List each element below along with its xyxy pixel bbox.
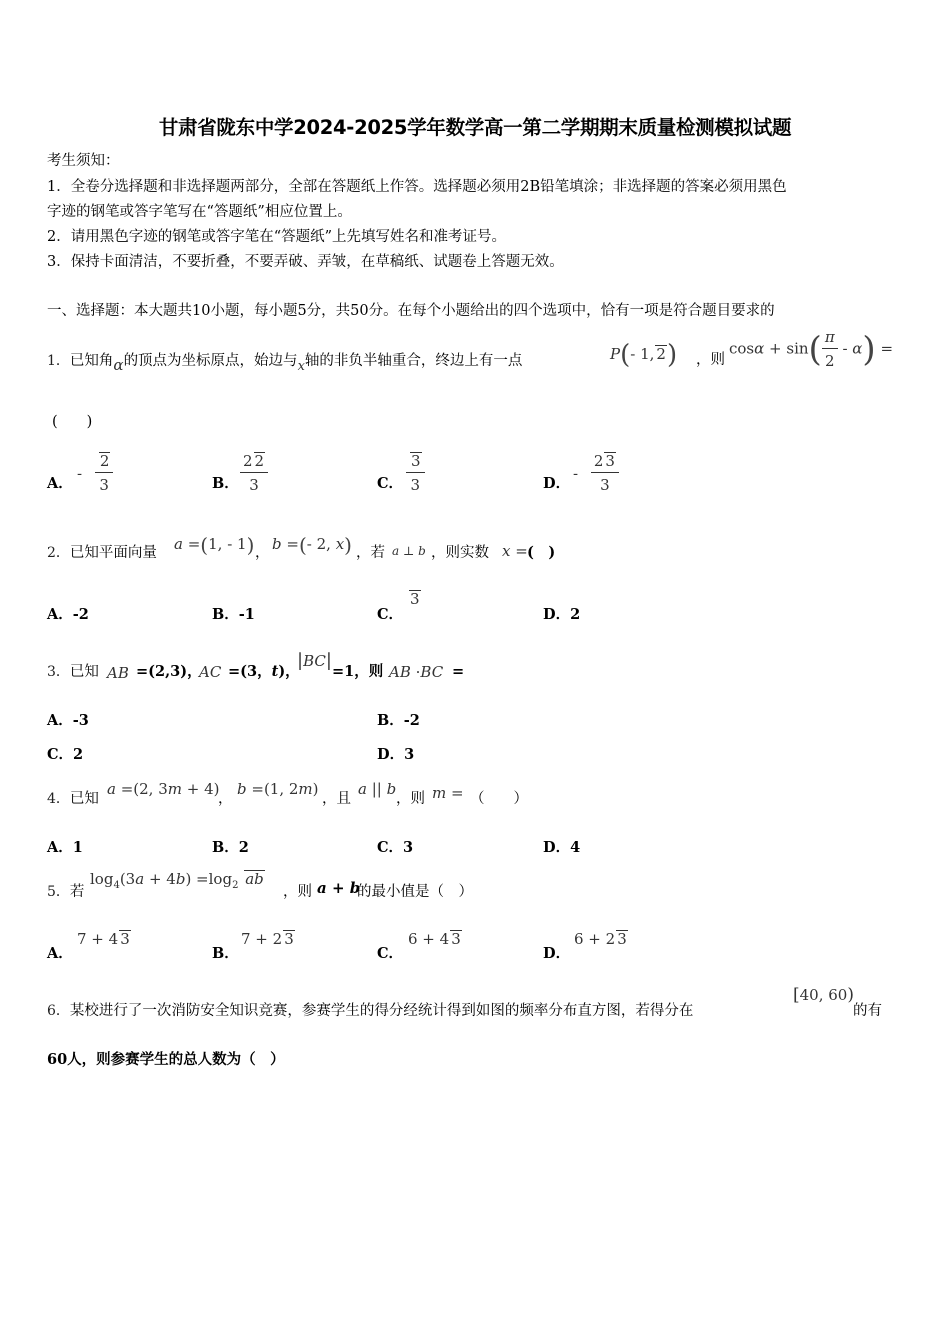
math-vector-a: a =(2, 3m + 4) bbox=[107, 780, 220, 798]
q2-text: ，若 bbox=[356, 545, 385, 561]
question-number: 2． bbox=[47, 545, 70, 561]
notice-item-3: 3．保持卡面清洁，不要折叠，不要弄破、弄皱，在草稿纸、试题卷上答题无效。 bbox=[47, 254, 564, 270]
q3-text: 已知 bbox=[69, 664, 99, 680]
option-b[interactable]: B． bbox=[212, 475, 239, 492]
math-abs-bc: |BC| bbox=[297, 650, 332, 671]
option-d[interactable]: D．4 bbox=[543, 839, 581, 856]
q6-text: 某校进行了一次消防安全知识竞赛，参赛学生的得分经统计得到如图的频率分布直方图，若得分在 bbox=[69, 1003, 694, 1019]
option-b[interactable]: B．-2 bbox=[377, 712, 420, 729]
option-c-value: 6 + 4 3 bbox=[408, 930, 461, 948]
math-perp: a ⊥ b bbox=[392, 544, 426, 558]
option-c-value: 3 bbox=[410, 590, 420, 608]
option-b-value: $\frac{2 2}{3}$ bbox=[240, 450, 268, 497]
q5-text: 的最小值是（ ） bbox=[357, 884, 473, 900]
option-c[interactable]: C．2 bbox=[47, 746, 84, 763]
answer-paren: ( ) bbox=[52, 414, 93, 430]
math-a-plus-b: a + b bbox=[317, 879, 361, 897]
math-vector-a: a =(1, - 1) bbox=[174, 533, 255, 557]
answer-paren: ( ) bbox=[527, 544, 556, 561]
q5-text: ，则 bbox=[283, 884, 312, 900]
option-b[interactable]: B． bbox=[212, 945, 239, 962]
option-c[interactable]: C．3 bbox=[377, 839, 414, 856]
notice-item-1-cont: 字迹的钢笔或答字笔写在“答题纸”相应位置上。 bbox=[47, 204, 352, 220]
option-b[interactable]: B．2 bbox=[212, 839, 249, 856]
option-b-value: 7 + 2 3 bbox=[241, 930, 294, 948]
notice-item-1: 1．全卷分选择题和非选择题两部分，全部在答题纸上作答。选择题必须用2B铅笔填涂；非选择题的答案必须用黑色 bbox=[47, 179, 787, 195]
q3-text: )， bbox=[278, 663, 300, 680]
q3-text: =(3， bbox=[228, 663, 272, 680]
option-a-value: 7 + 4 3 bbox=[77, 930, 130, 948]
math-dot-product: AB ·BC bbox=[389, 663, 444, 681]
math-expression: cosα + sin( $\frac{\pi}{2}$ - α) = bbox=[729, 328, 894, 370]
option-d[interactable]: D．3 bbox=[377, 746, 415, 763]
exam-page: 甘肃省陇东中学2024-2025学年数学高一第二学期期末质量检测模拟试题 考生须知： 1．全卷分选择题和非选择题两部分，全部在答题纸上作答。选择题必须用2B铅笔填涂；非选择题的答案必须用黑色 字迹的钢笔或答字笔写在“答题纸”相应位置上。 2．请用黑色字迹的钢笔或答字笔在“答题纸”上先填写姓名和准考证号。 3．保持卡面清洁，不要折叠，不要弄破、弄皱，在草稿纸、试题卷上答题无效。 一、选择题：本大题共10小题，每小题5分，共50分。在每个小题给出的四个选项中，恰有一项是符合题目要求的 1．已知角α的顶点为坐标原点，始边与x轴的非负半轴重合，终边上有一点 P(- 1, 2) ，则 cosα + sin( $\frac{\pi}{2}$ - α) = ( ) A． - $\frac{2}{3}$ B． $\frac{2 2}{3}$ C． $\frac{3}{3}$ D． - $\frac{2 3}{3}$ 2．已知平面向量 a =(1, - 1) ， b =(- 2, x) ，若 a ⊥ b ，则实数 x = ( ) A．-2 B．-1 C． 3 D．2 3．已知 AB =(2,3)， AC =(3，t)， |BC| =1，则 AB ·BC = A．-3 B．-2 C．2 D．3 4．已知 a =(2, 3m + 4) ， b =(1, 2m) ，且 a || b ，则 m = （ ） A．1 B．2 C．3 D．4 5．若 $\log_4(3a + 4b) =\log_2$ ab ，则 a + b 的最小值是（ ） A． 7 + 4 3 B． 7 + 2 3 C． 6 + 4 3 D． 6 + 2 3 6．某校进行了一次消防安全知识竞赛，参赛学生的得分经统计得到如图的频率分布直方图，若得分在 [40, 60) 的有 60人，则参赛学生的总人数为（ ） bbox=[0, 0, 950, 1344]
option-d-value: 6 + 2 3 bbox=[574, 930, 627, 948]
option-b[interactable]: B．-1 bbox=[212, 606, 255, 623]
notice-heading: 考生须知： bbox=[47, 153, 120, 169]
q4-text: 已知 bbox=[69, 791, 99, 807]
math-vector-ac: AC bbox=[199, 663, 222, 681]
q2-text: ，则实数 bbox=[431, 545, 489, 561]
q3-text: =(2,3)， bbox=[136, 663, 202, 680]
q6-text: 60人，则参赛学生的总人数为（ ） bbox=[47, 1051, 285, 1068]
math-alpha: α bbox=[113, 356, 124, 374]
question-number: 5． bbox=[47, 884, 70, 900]
option-d[interactable]: D．2 bbox=[543, 606, 581, 623]
math-interval: [40, 60) bbox=[793, 985, 854, 1005]
math-vector-b: b =(- 2, x) bbox=[272, 533, 352, 557]
question-number: 6． bbox=[47, 1003, 70, 1019]
question-6 bbox=[47, 1001, 693, 1021]
q5-text: 若 bbox=[69, 884, 85, 900]
q6-text: 的有 bbox=[853, 1003, 882, 1019]
math-m-eq: m = bbox=[432, 784, 464, 802]
math-x-eq: x = bbox=[502, 542, 528, 560]
q4-text: ，且 bbox=[322, 791, 351, 807]
option-c-value: $\frac{3}{3}$ bbox=[406, 450, 425, 497]
page-title: 甘肃省陇东中学2024-2025学年数学高一第二学期期末质量检测模拟试题 bbox=[158, 116, 792, 139]
math-parallel: a || b bbox=[358, 780, 397, 798]
q1-text: 轴的非负半轴重合，终边上有一点 bbox=[304, 353, 523, 369]
q1-then: ，则 bbox=[696, 352, 725, 368]
q1-text: 已知角 bbox=[69, 353, 114, 369]
math-vector-b: b =(1, 2m) bbox=[237, 780, 319, 798]
option-d[interactable]: D． bbox=[543, 475, 571, 492]
question-number: 3． bbox=[47, 664, 70, 680]
option-d[interactable]: D． bbox=[543, 945, 571, 962]
q3-eq: = bbox=[452, 663, 465, 680]
option-c[interactable]: C． bbox=[377, 606, 404, 623]
option-a-value: - $\frac{2}{3}$ bbox=[77, 450, 113, 497]
option-a[interactable]: A．-2 bbox=[47, 606, 89, 623]
math-point-p: P(- 1, 2) bbox=[610, 340, 678, 370]
section-heading: 一、选择题：本大题共10小题，每小题5分，共50分。在每个小题给出的四个选项中，恰有一项是符合题目要求的 bbox=[47, 303, 775, 319]
question-number: 1． bbox=[47, 353, 70, 369]
q3-text: =1，则 bbox=[332, 663, 384, 680]
math-x: x bbox=[297, 359, 305, 374]
q3-var-t: t bbox=[271, 663, 279, 680]
option-d-value: - $\frac{2 3}{3}$ bbox=[573, 450, 619, 497]
question-3 bbox=[47, 662, 99, 682]
answer-paren: （ ） bbox=[470, 791, 528, 807]
math-log-equation: $\log_4(3a + 4b) =\log_2$ ab bbox=[90, 870, 264, 891]
option-a[interactable]: A．1 bbox=[47, 839, 83, 856]
option-a[interactable]: A． bbox=[47, 945, 73, 962]
math-vector-ab: AB bbox=[107, 664, 129, 682]
question-5 bbox=[47, 882, 84, 902]
option-a[interactable]: A． bbox=[47, 475, 73, 492]
option-c[interactable]: C． bbox=[377, 945, 404, 962]
question-1 bbox=[47, 350, 522, 372]
question-number: 4． bbox=[47, 791, 70, 807]
question-2 bbox=[47, 543, 157, 563]
q2-text: 已知平面向量 bbox=[69, 545, 157, 561]
option-c[interactable]: C． bbox=[377, 475, 404, 492]
question-4 bbox=[47, 789, 99, 809]
option-a[interactable]: A．-3 bbox=[47, 712, 89, 729]
q4-text: ，则 bbox=[396, 791, 425, 807]
notice-item-2: 2．请用黑色字迹的钢笔或答字笔在“答题纸”上先填写姓名和准考证号。 bbox=[47, 229, 507, 245]
q1-text: 的顶点为坐标原点，始边与 bbox=[123, 353, 298, 369]
